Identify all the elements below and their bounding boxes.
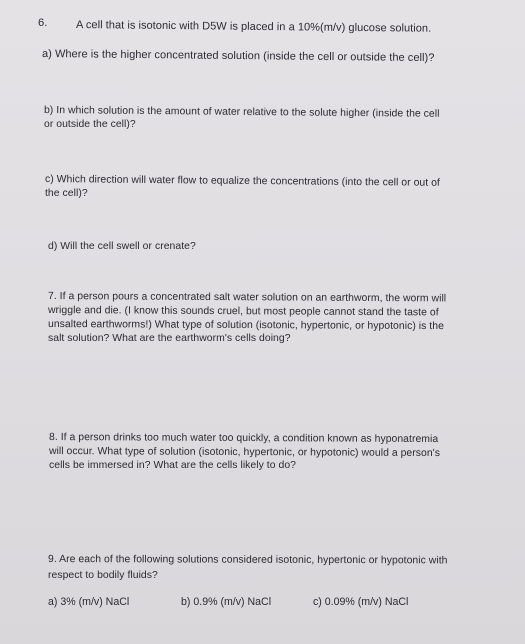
question-9-line-2: respect to bodily fluids?	[48, 570, 158, 581]
question-9-option-b: b) 0.9% (m/v) NaCl	[181, 596, 272, 608]
question-7-line-1: 7. If a person pours a concentrated salt water solution on an earthworm, the worm will	[47, 291, 447, 305]
question-6c-line-1: c) Which direction will water flow to equalize the concentrations (into the cell or out of	[44, 174, 440, 189]
question-8-line-3: cells be immersed in? What are the cells likely to do?	[49, 460, 296, 471]
question-8-line-1: 8. If a person drinks too much water too quickly, a condition known as hyponatremia	[48, 432, 439, 446]
question-6b-line-1: b) In which solution is the amount of water relative to the solute higher (inside the cell	[43, 105, 440, 120]
question-7-line-3: unsalted earthworms!) What type of solution (isotonic, hypertonic, or hypotonic) is the	[47, 319, 444, 333]
question-9-option-c: c) 0.09% (m/v) NaCl	[313, 596, 409, 608]
question-9-option-a: a) 3% (m/v) NaCl	[48, 596, 130, 608]
question-6a: a) Where is the higher concentrated solution (inside the cell or outside the cell)?	[41, 48, 435, 65]
question-8-line-2: will occur. What type of solution (isotonic, hypertonic, or hypotonic) would a person's	[48, 446, 441, 460]
question-6d: d) Will the cell swell or crenate?	[48, 241, 196, 252]
question-6-number: 6.	[38, 17, 48, 29]
question-7-line-2: wriggle and die. (I know this sounds cruel, but most people cannot stand the taste of	[47, 305, 439, 319]
question-7-line-4: salt solution? What are the earthworm's cells doing?	[48, 333, 291, 344]
question-6b-line-2: or outside the cell)?	[44, 119, 136, 130]
question-6c-line-2: the cell)?	[45, 188, 88, 199]
question-6-prompt: A cell that is isotonic with D5W is placed in a 10%(m/v) glucose solution.	[75, 19, 432, 35]
question-9-line-1: 9. Are each of the following solutions considered isotonic, hypertonic or hypotonic with	[47, 554, 448, 567]
